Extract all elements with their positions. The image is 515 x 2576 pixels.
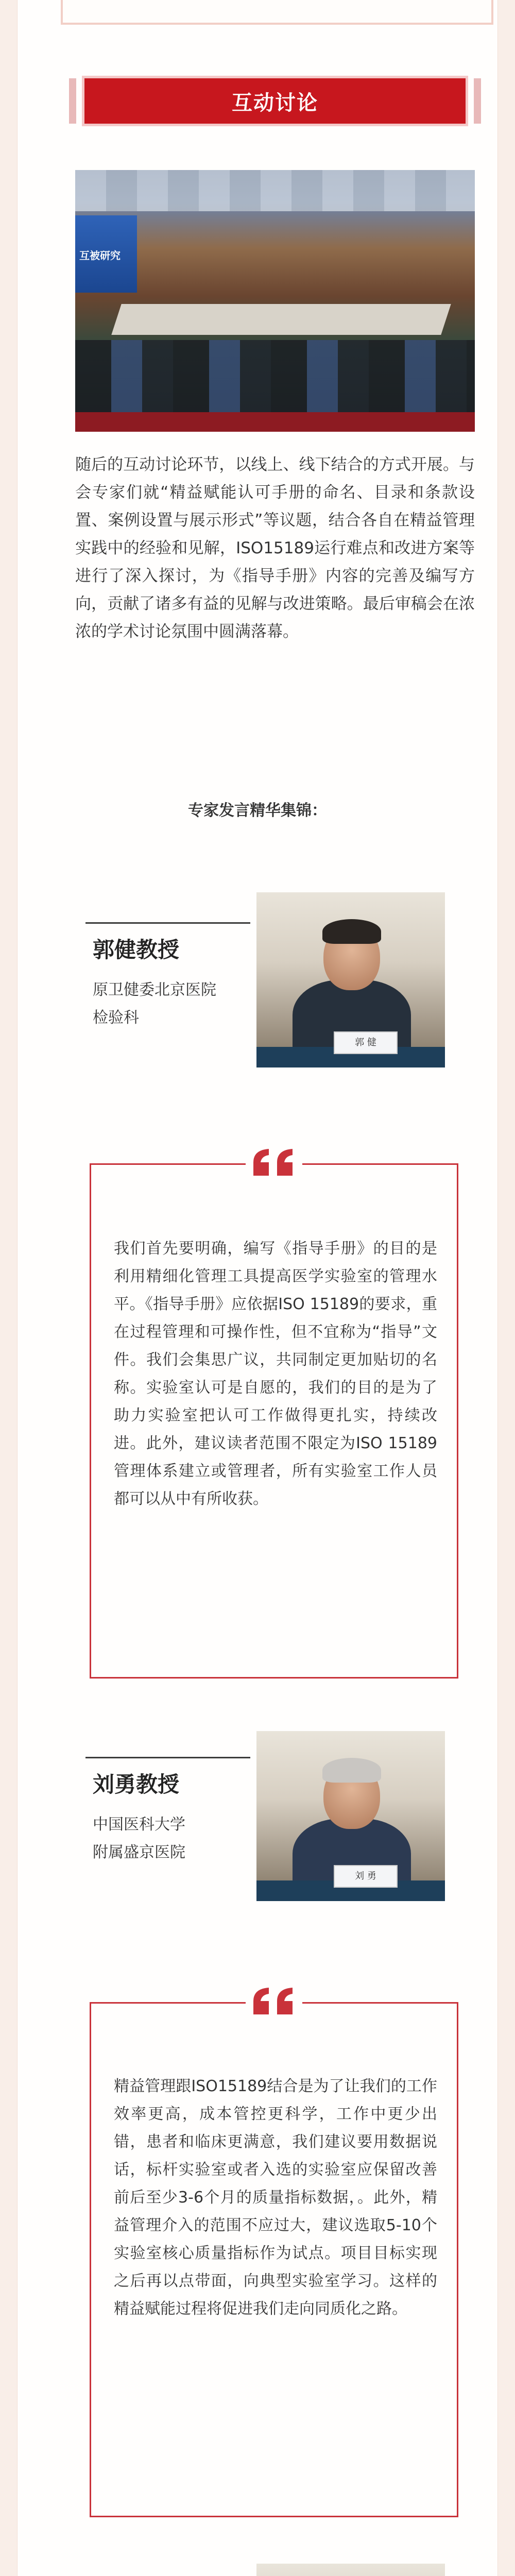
expert-2-institution: 中国医科大学 — [93, 1816, 185, 1834]
expert-1-divider — [85, 922, 250, 924]
expert-1-quote: 我们首先要明确，编写《指导手册》的目的是利用精细化管理工具提高医学实验室的管理水平。《指导手册》应依据ISO 15189的要求，重在过程管理和可操作性，但不宜称为“指导”文件。我们会集思广议，共同制定更加贴切的名称。实验室认可是自愿的，我们的目的是为了助力实验室把认可工作做得更扎实，持续改进。此外，建议读者范围不限定为ISO 15189管理体系建立或管理者，所有实验室工作人员都可以从中有所收获。 — [114, 1240, 437, 1508]
expert-1-name: 郭健教授 — [93, 937, 180, 962]
photo-screen-text: 互被研究 — [79, 249, 121, 262]
expert-1-portrait — [256, 892, 445, 1067]
expert-2-divider — [85, 1757, 250, 1758]
page — [18, 0, 497, 2576]
expert-2-quote: 精益管理跟ISO15189结合是为了让我们的工作效率更高，成本管控更科学，工作中更少出错，患者和临床更满意，我们建议要用数据说话，标杆实验室或者入选的实验室应保留改善前后至少3-6个月的质量指标数据，。此外，精益管理介入的范围不应过大，建议选取5-10个实验室核心质量指标作为试点。项目目标实现之后再以点带面，向典型实验室学习。这样的精益赋能过程将促进我们走向同质化之路。 — [114, 2077, 437, 2318]
expert-1-profile — [85, 922, 255, 1032]
expert-2-quote-box — [90, 2002, 458, 2517]
previous-section-box — [61, 0, 493, 25]
expert-3-portrait — [256, 2564, 445, 2576]
expert-1-department: 检验科 — [93, 1009, 139, 1027]
highlights-title: 专家发言精华集锦： — [188, 802, 327, 820]
photo-conference-table — [111, 304, 451, 335]
expert-1-nameplate: 郭 健 — [334, 1031, 398, 1054]
quote-icon — [246, 1144, 302, 1180]
expert-2-department: 附属盛京医院 — [93, 1843, 185, 1861]
expert-1-institution: 原卫健委北京医院 — [93, 981, 216, 999]
section-title-banner — [84, 78, 466, 124]
expert-2-nameplate: 刘 勇 — [334, 1865, 398, 1888]
quote-icon — [246, 1983, 302, 2019]
photo-carpet — [75, 412, 475, 432]
portrait-hair — [322, 919, 381, 944]
portrait-hair — [322, 1758, 381, 1783]
banner-decoration-left — [69, 78, 76, 124]
meeting-photo — [75, 170, 475, 432]
expert-2-profile — [85, 1757, 255, 1867]
expert-2-portrait — [256, 1731, 445, 1901]
section-title: 互动讨论 — [232, 91, 318, 115]
expert-1-quote-box — [90, 1163, 458, 1679]
photo-ceiling — [75, 170, 475, 211]
intro-paragraph: 随后的互动讨论环节，以线上、线下结合的方式开展。与会专家们就“精益赋能认可手册的命名、目录和条款设置、案例设置与展示形式”等议题，结合各自在精益管理实践中的经验和见解，ISO15189运行难点和改进方案等进行了深入探讨，为《指导手册》内容的完善及编写方向，贡献了诸多有益的见解与改进策略。最后审稿会在浓浓的学术讨论氛围中圆满落幕。 — [75, 455, 475, 641]
expert-2-name: 刘勇教授 — [93, 1772, 180, 1797]
banner-decoration-right — [474, 78, 481, 124]
